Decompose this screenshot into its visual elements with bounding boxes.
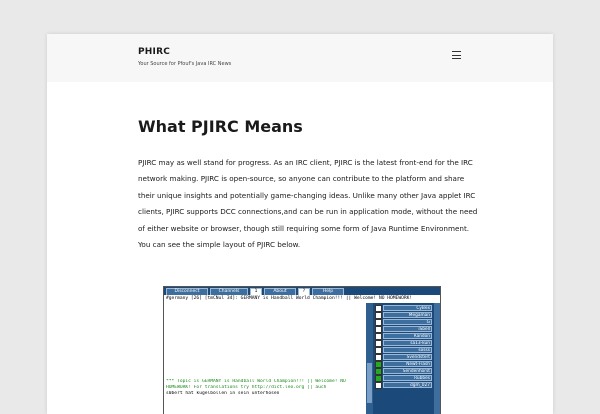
applet-tab-1: 1 [250,288,262,296]
applet-toolbar [164,287,440,295]
hamburger-icon [452,51,461,52]
applet-topic-bar: #germany [26] [tmCNul 34]: GERMANY is Handball World Champion!!! || Welcome! NO HOMEWORK! [164,295,441,304]
pjirc-applet-screenshot [163,286,441,414]
chat-line: *** Topic is GERMANY is Handball World Champion!!! || Welcome! NO [166,379,346,384]
applet-tab-channels: Channels [210,288,248,296]
article-title: What PJIRC Means [138,117,303,136]
user-list-item: Rubbes [375,375,433,381]
user-status-icon [375,305,382,312]
user-status-icon [375,312,382,319]
menu-toggle-button[interactable] [452,51,463,60]
user-list-item: CyBex [375,305,433,311]
user-status-icon [375,340,382,347]
chat-line: HOMEWORK! For translations try http://dict.leo.org || auch [166,385,327,390]
hamburger-icon [452,58,461,59]
applet-chat-scrollbar [366,303,373,414]
applet-tab-help: Help [312,288,344,296]
user-status-icon [375,347,382,354]
user-list-scrollbar [434,303,440,414]
user-list-item: Megaman [375,312,433,318]
user-status-icon [375,354,382,361]
user-list-item: Randon [375,333,433,339]
user-op-icon [375,368,382,375]
user-list-item: iSbell [375,326,433,332]
user-status-icon [375,326,382,333]
user-op-icon [375,361,382,368]
article-body: PJIRC may as well stand for progress. As an IRC client, PJIRC is the latest front-end for the IRC network making. PJIRC is open-source, so anyone can contribute to the platform and share their unique insights and potentially game-changing ideas. Unlike many other Java applet IRC clients, PJIRC supports DCC connections,and can be run in application mode, without the need of either website or browser, though still requiring some form of Java Runtime Environment. You can see the simple layout of PJIRC below. [138,158,478,250]
user-status-icon [375,382,382,389]
user-list-item: Svendstert [375,354,433,360]
applet-tab-disconnect: Disconnect [166,288,208,296]
site-title[interactable]: PHIRC [138,47,171,57]
site-header [47,34,553,82]
user-status-icon [375,333,382,340]
user-list-item: G [375,319,433,325]
applet-chat-area [164,303,366,414]
hamburger-icon [452,55,461,56]
user-op-icon [375,375,382,382]
site-description: Your Source for Pfouf's Java IRC News [138,61,232,67]
user-list-item: dgm_027 [375,382,433,388]
chat-line: s0bert hat kugelbollen in sein unterhosen [166,391,280,396]
applet-tab-question: ? [298,288,310,296]
page-card [47,34,553,414]
user-list-item: sosss [375,347,433,353]
user-list-item: Sendenhorst [375,368,433,374]
user-status-icon [375,319,382,326]
user-list-item: sa13-kun [375,340,433,346]
applet-tab-about: About [264,288,296,296]
user-list-item: Newt-Flash [375,361,433,367]
applet-user-list [373,303,440,414]
